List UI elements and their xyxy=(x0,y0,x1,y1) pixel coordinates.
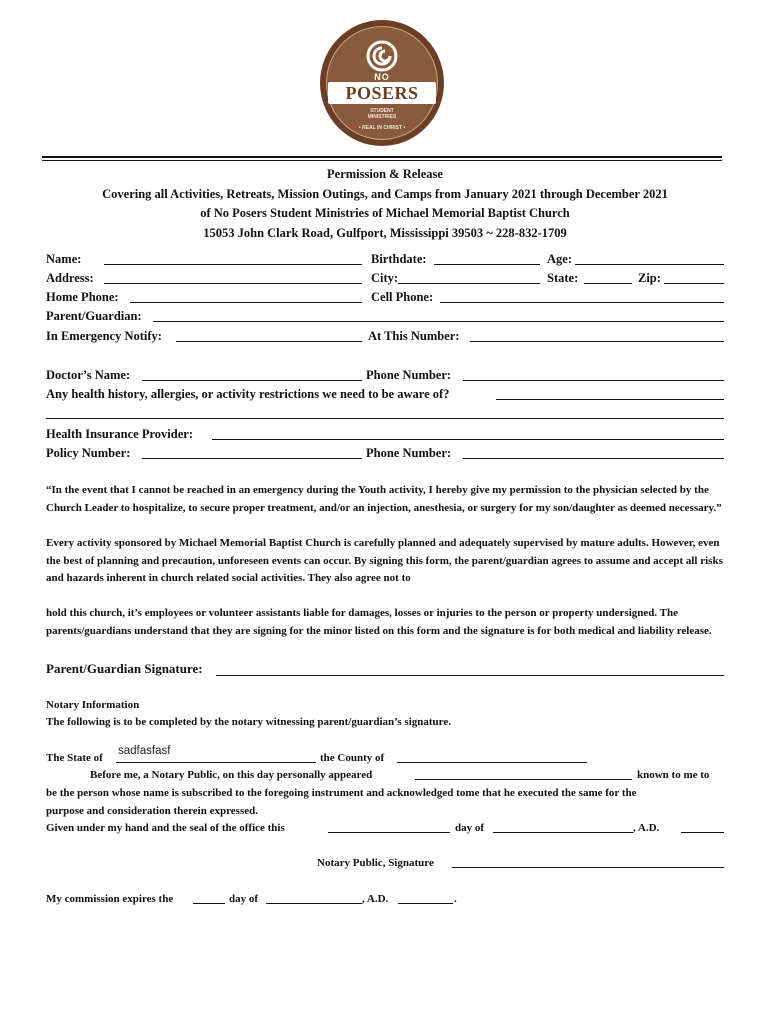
guardian-signature-label: Parent/Guardian Signature: xyxy=(46,661,203,676)
swirl-icon xyxy=(366,40,398,72)
home-phone-label: Home Phone: xyxy=(46,290,119,304)
state-value[interactable]: sadfasfasf xyxy=(118,745,171,757)
parent-guardian-field[interactable] xyxy=(153,321,724,322)
doctor-phone-label: Phone Number: xyxy=(366,368,452,382)
commission-day-field[interactable] xyxy=(193,903,225,904)
given-day-field[interactable] xyxy=(328,832,450,833)
at-number-label: At This Number: xyxy=(368,329,460,343)
emergency-label: In Emergency Notify: xyxy=(46,329,162,343)
purpose-text: purpose and consideration therein expressed. xyxy=(46,805,258,817)
logo-no-text: NO xyxy=(374,72,390,82)
zip-label: Zip: xyxy=(638,271,661,285)
commission-year-field[interactable] xyxy=(398,903,453,904)
header-rule-thick xyxy=(42,156,722,158)
parent-guardian-label: Parent/Guardian: xyxy=(46,309,142,323)
birthdate-label: Birthdate: xyxy=(371,252,427,266)
known-to-me-text: known to me to xyxy=(637,769,710,781)
doctor-field[interactable] xyxy=(142,380,362,381)
county-field[interactable] xyxy=(397,762,587,763)
be-person-text: be the person whose name is subscribed to the foregoing instrument and acknowledged tome that he executed the same for the xyxy=(46,787,637,799)
name-field[interactable] xyxy=(104,264,362,265)
logo-subtitle xyxy=(320,108,444,120)
notary-signature-label: Notary Public, Signature xyxy=(317,857,434,869)
city-field[interactable] xyxy=(398,283,540,284)
given-year-field[interactable] xyxy=(681,832,724,833)
health-history-field[interactable] xyxy=(496,399,724,400)
state-field[interactable] xyxy=(116,762,316,763)
emergency-field[interactable] xyxy=(176,341,362,342)
guardian-signature-field[interactable] xyxy=(216,675,724,676)
liability-paragraph-2: hold this church, it’s employees or volunteer assistants liable for damages, losses or injuries to the person or property undersigned. The parents/guardians understand that they are signing for the minor listed on this form and the signature is for both medical and liability release. xyxy=(46,607,712,637)
state-of-label: The State of xyxy=(46,752,103,764)
no-posers-logo xyxy=(320,20,444,146)
emergency-permission-paragraph: “In the event that I cannot be reached in an emergency during the Youth activity, I hereby give my permission to the physician selected by the Church Leader to hospitalize, to secure proper treatment, and/or an injection, anesthesia, or surgery for my son/daughter as deemed necessary.” xyxy=(46,484,722,514)
zip-field[interactable] xyxy=(664,283,724,284)
form-title: Permission & Release xyxy=(327,167,443,181)
city-label: City: xyxy=(371,271,399,285)
given-text: Given under my hand and the seal of the office this xyxy=(46,822,285,834)
logo-posers-text: POSERS xyxy=(345,83,419,103)
form-ministry: of No Posers Student Ministries of Michael Memorial Baptist Church xyxy=(200,206,570,220)
state-field[interactable] xyxy=(584,283,632,284)
notary-signature-field[interactable] xyxy=(452,867,724,868)
logo-sub-line2: MINISTRIES xyxy=(367,114,397,120)
day-of-label: day of xyxy=(455,822,485,834)
policy-field[interactable] xyxy=(142,458,362,459)
age-label: Age: xyxy=(547,252,572,266)
form-address: 15053 John Clark Road, Gulfport, Mississippi 39503 ~ 228-832-1709 xyxy=(203,225,567,240)
commission-ad-label: , A.D. xyxy=(362,893,389,905)
address-label: Address: xyxy=(46,271,94,285)
commission-period: . xyxy=(454,893,457,905)
commission-day-of-label: day of xyxy=(229,893,259,905)
at-number-field[interactable] xyxy=(470,341,724,342)
health-history-label: Any health history, allergies, or activity restrictions we need to be aware of? xyxy=(46,387,450,401)
age-field[interactable] xyxy=(575,264,724,265)
notary-title: Notary Information xyxy=(46,699,140,711)
form-header xyxy=(40,165,730,243)
logo-tagline: • REAL IN CHRIST • xyxy=(358,125,406,131)
doctor-phone-field[interactable] xyxy=(463,380,724,381)
name-label: Name: xyxy=(46,252,82,266)
commission-month-field[interactable] xyxy=(266,903,362,904)
cell-phone-label: Cell Phone: xyxy=(371,290,434,304)
insurance-field[interactable] xyxy=(212,439,724,440)
form-coverage: Covering all Activities, Retreats, Mission Outings, and Camps from January 2021 through December 2021 xyxy=(102,186,668,201)
birthdate-field[interactable] xyxy=(434,264,540,265)
insurance-label: Health Insurance Provider: xyxy=(46,427,193,441)
header-rule-thin xyxy=(42,160,722,161)
health-history-field-2[interactable] xyxy=(46,418,724,419)
doctor-label: Doctor’s Name: xyxy=(46,368,131,382)
appeared-name-field[interactable] xyxy=(415,779,632,780)
county-of-label: the County of xyxy=(320,752,385,764)
before-me-text: Before me, a Notary Public, on this day personally appeared xyxy=(90,769,373,781)
liability-paragraph-1: Every activity sponsored by Michael Memorial Baptist Church is carefully planned and adequately supervised by mature adults. However, even the best of planning and precaution, unforeseen events can occur. By signing this form, the parent/guardian agrees to assume and accept all risks and hazards inherent in church related social activities. They also agree not to xyxy=(46,537,723,585)
address-field[interactable] xyxy=(104,283,362,284)
insurance-phone-label: Phone Number: xyxy=(366,446,452,460)
given-month-field[interactable] xyxy=(493,832,633,833)
ad-label: , A.D. xyxy=(633,822,660,834)
logo-sub-line1: STUDENT xyxy=(370,108,394,114)
commission-label: My commission expires the xyxy=(46,893,174,905)
notary-intro: The following is to be completed by the notary witnessing parent/guardian’s signature. xyxy=(46,716,451,728)
state-label: State: xyxy=(547,271,579,285)
logo-posers-banner xyxy=(328,82,436,104)
home-phone-field[interactable] xyxy=(130,302,362,303)
insurance-phone-field[interactable] xyxy=(463,458,724,459)
policy-label: Policy Number: xyxy=(46,446,131,460)
cell-phone-field[interactable] xyxy=(440,302,724,303)
